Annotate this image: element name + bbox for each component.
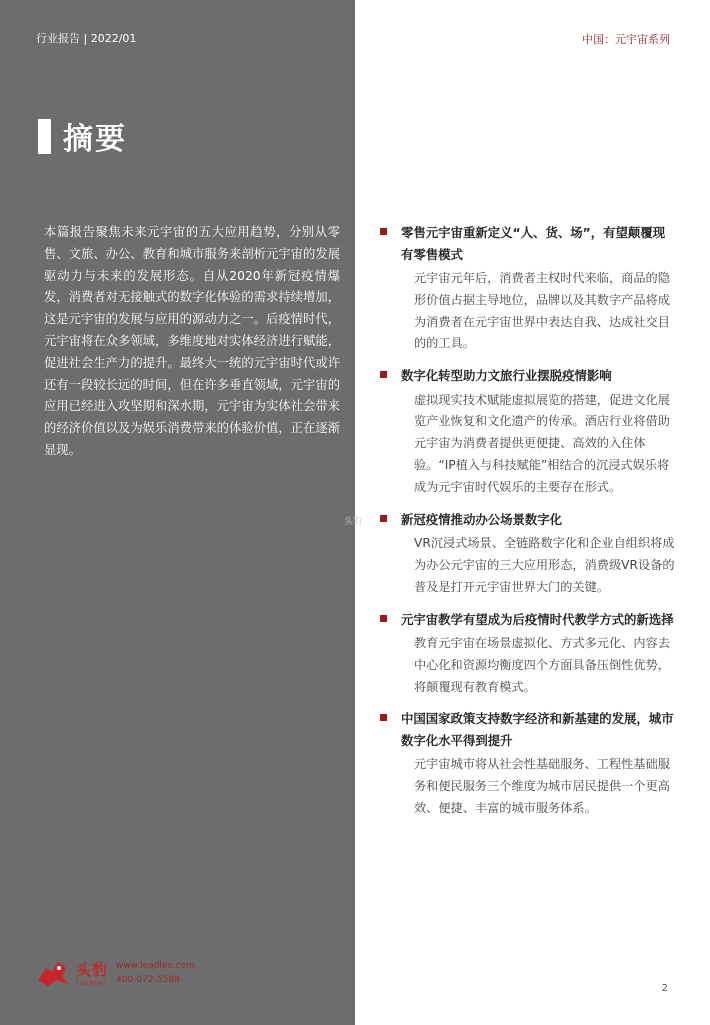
logo-name: 头豹 — [76, 961, 109, 979]
logo-phone: 400-072-5588 — [116, 975, 180, 985]
key-findings-list — [380, 222, 675, 830]
finding-title: 零售元宇宙重新定义“人、货、场”，有望颠覆现有零售模式 — [401, 225, 666, 262]
logo-website: www.leadleo.com — [116, 961, 195, 971]
finding-item — [380, 222, 675, 355]
finding-body: 元宇宙元年后，消费者主权时代来临，商品的隐形价值占据主导地位，品牌以及其数字产品将成为消费者在元宇宙世界中表达自我、达成社交目的的工具。 — [414, 271, 670, 351]
leopard-logo-icon — [36, 958, 70, 988]
page-title: 摘要 — [63, 122, 127, 157]
finding-item — [380, 365, 675, 498]
finding-body: 教育元宇宙在场景虚拟化、方式多元化、内容去中心化和资源均衡度四个方面具备压倒性优势，将颠覆现有教育模式。 — [414, 636, 670, 694]
summary-paragraph: 本篇报告聚焦未来元宇宙的五大应用趋势，分别从零售、文旅、办公、教育和城市服务来剖析元宇宙的发展驱动力与未来的发展形态。自从2020年新冠疫情爆发，消费者对无接触式的数字化体验的需求持续增加，这是元宇宙的发展与应用的源动力之一。后疫情时代，元宇宙将在众多领域，多维度地对实体经济进行赋能，促进社会生产力的提升。最终大一统的元宇宙时代或许还有一段较长远的时间，但在许多垂直领域，元宇宙的应用已经进入攻坚期和深水期，元宇宙为实体社会带来的经济价值以及为娱乐消费带来的体验价值，正在逐渐显现。 — [44, 225, 340, 457]
square-bullet-icon — [380, 228, 387, 235]
section-title-block — [38, 114, 127, 158]
finding-title: 新冠疫情推动办公场景数字化 — [401, 511, 563, 527]
square-bullet-icon — [380, 515, 387, 522]
finding-item — [380, 708, 675, 819]
finding-body: 虚拟现实技术赋能虚拟展览的搭建，促进文化展览产业恢复和文化遗产的传承。酒店行业将借助元宇宙为消费者提供更便捷、高效的入住体验。“IP植入与科技赋能”相结合的沉浸式娱乐将成为元宇宙时代娱乐的主要存在形式。 — [414, 392, 670, 494]
finding-title: 数字化转型助力文旅行业摆脱疫情影响 — [401, 368, 612, 384]
finding-title: 元宇宙教学有望成为后疫情时代教学方式的新选择 — [401, 611, 674, 627]
square-bullet-icon — [380, 371, 387, 378]
finding-body: VR沉浸式场景、全链路数字化和企业自组织将成为办公元宇宙的三大应用形态，消费级VR设备的普及是打开元宇宙世界大门的关键。 — [414, 536, 675, 594]
logo-subtitle: Leadleo — [76, 980, 107, 987]
page-number: 2 — [661, 983, 668, 994]
series-header-label: 中国：元宇宙系列 — [582, 33, 670, 46]
title-bar-marker — [38, 119, 51, 154]
square-bullet-icon — [380, 714, 387, 721]
company-logo — [36, 958, 195, 988]
report-header-label: 行业报告 | 2022/01 — [36, 32, 137, 45]
finding-body: 元宇宙城市将从社会性基础服务、工程性基础服务和便民服务三个维度为城市居民提供一个更高效、便捷、丰富的城市服务体系。 — [414, 757, 670, 816]
square-bullet-icon — [380, 615, 387, 622]
watermark-text: 头豹 — [344, 517, 363, 527]
finding-item — [380, 509, 675, 599]
finding-title: 中国国家政策支持数字经济和新基建的发展，城市数字化水平得到提升 — [401, 711, 674, 748]
finding-item — [380, 609, 675, 699]
